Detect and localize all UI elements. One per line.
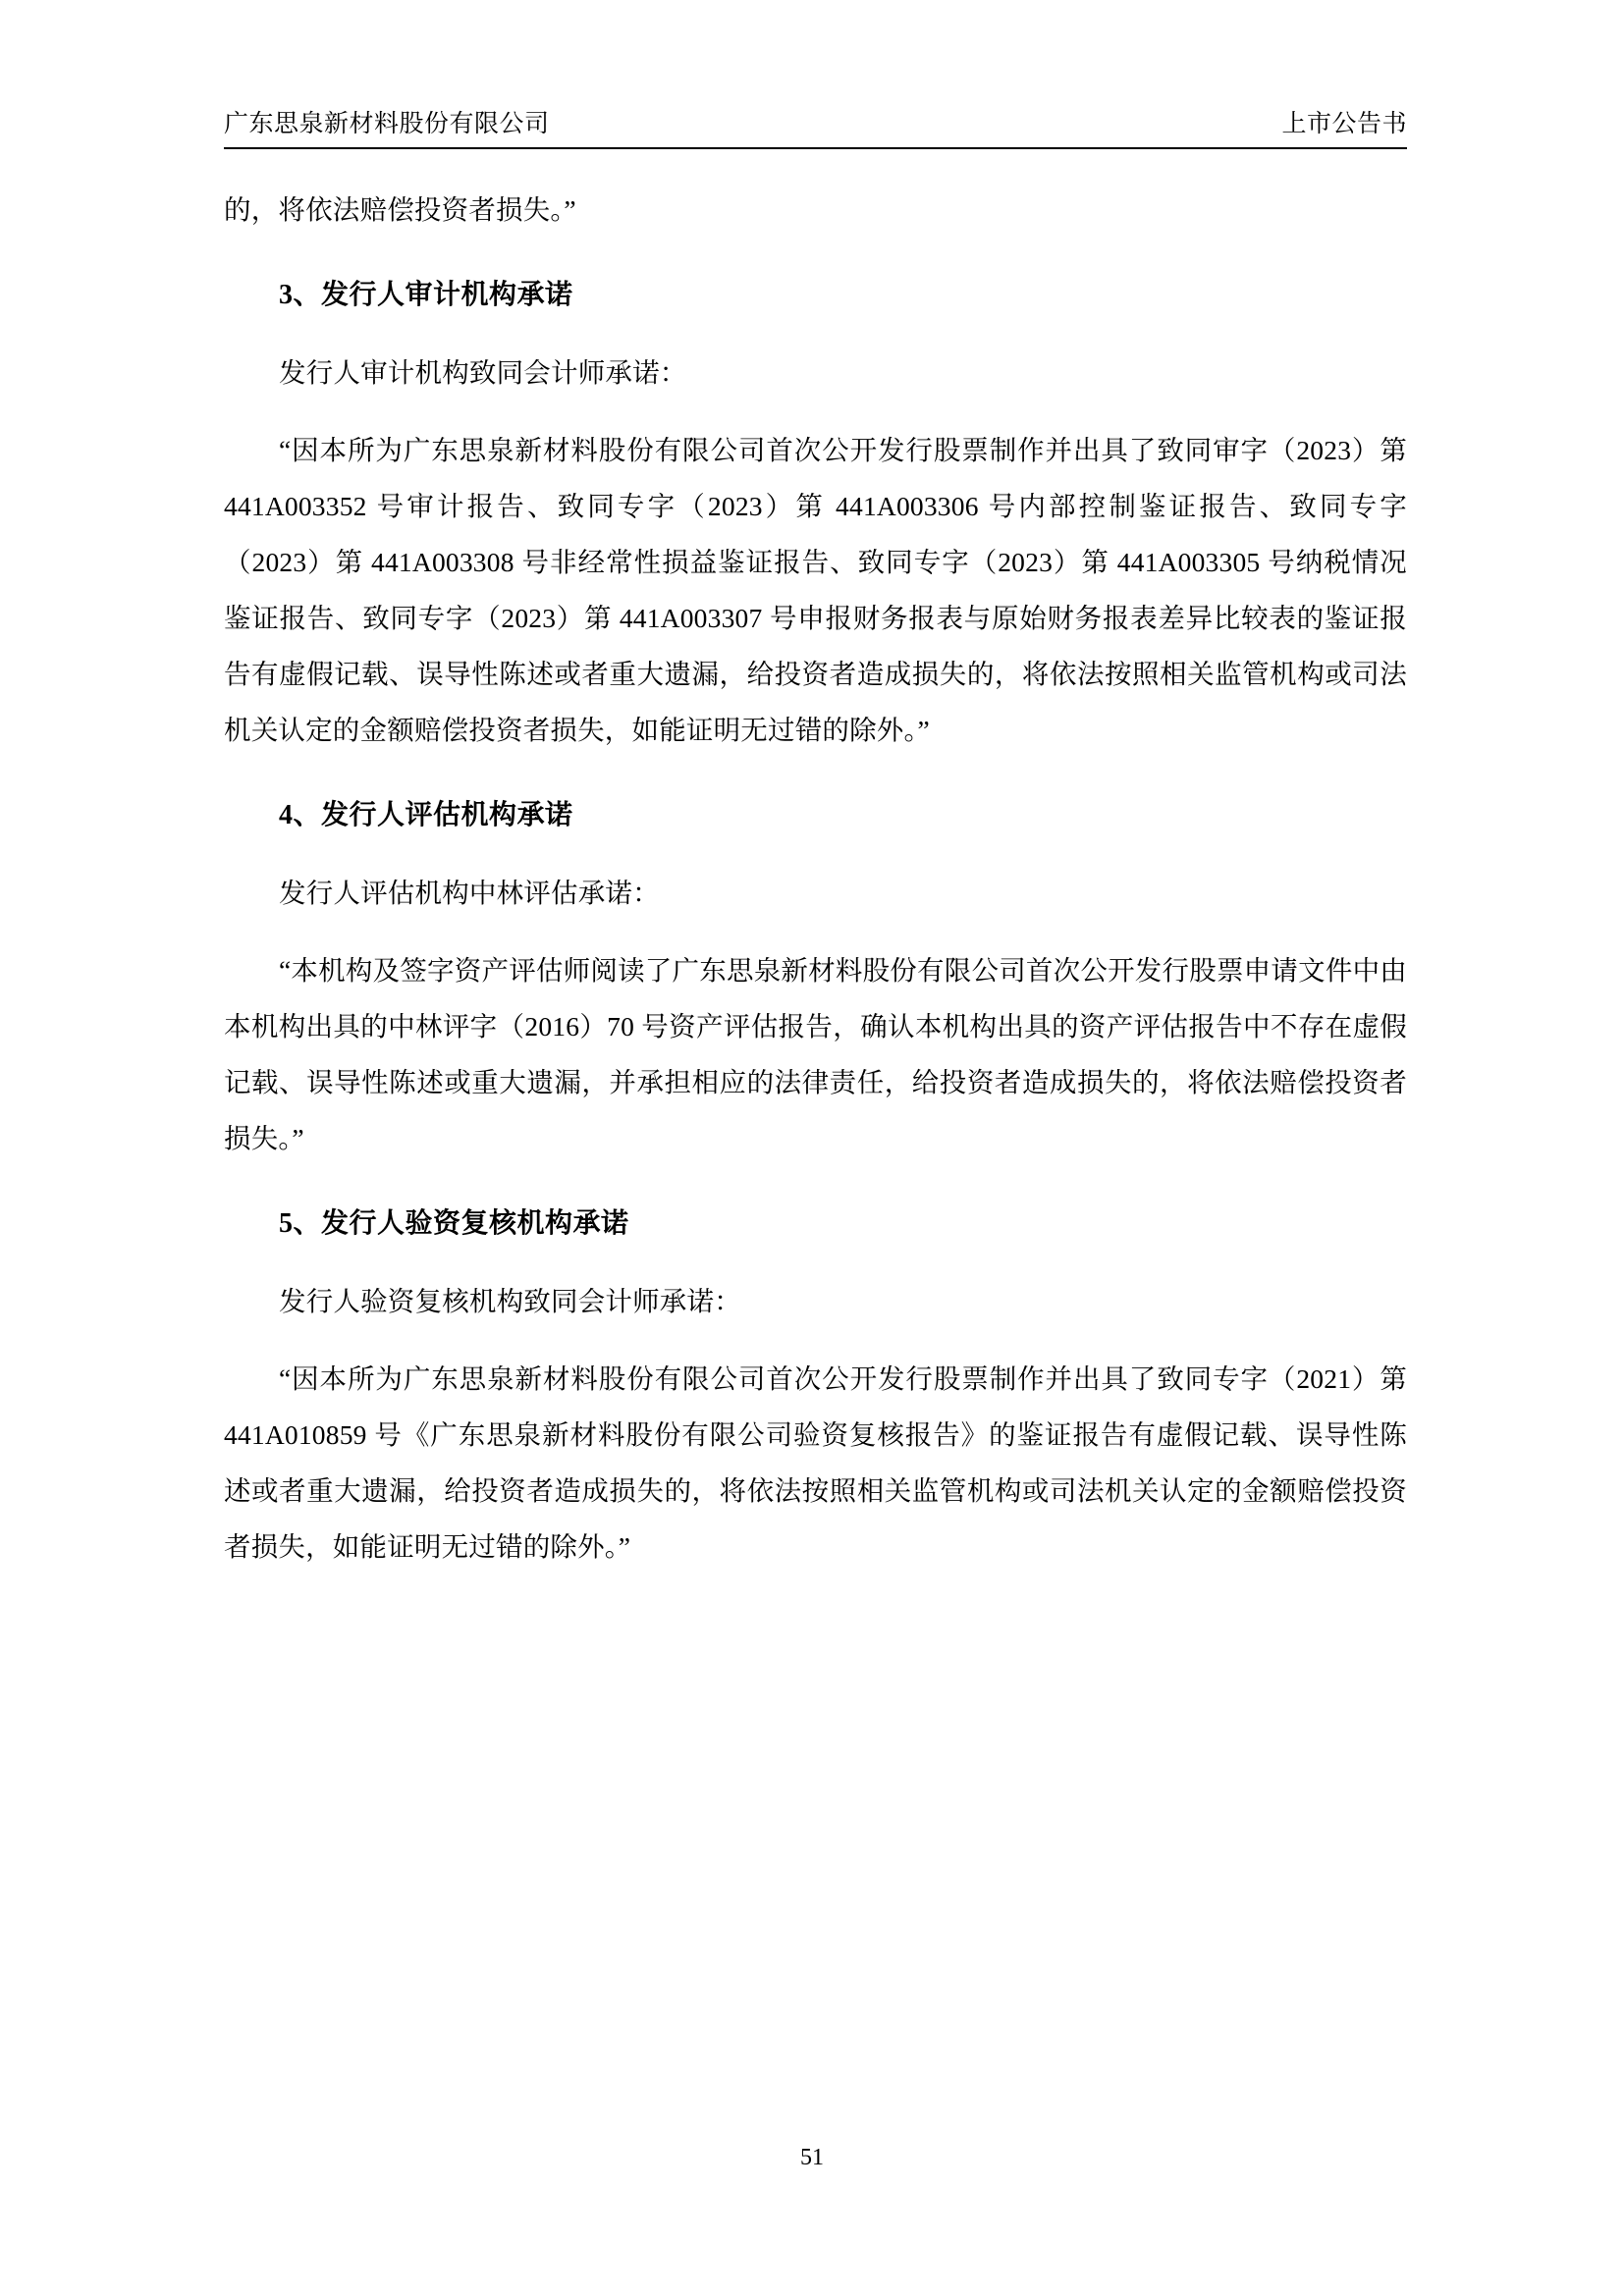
section-4-intro: 发行人评估机构中林评估承诺： xyxy=(279,878,660,908)
spacer xyxy=(224,921,1407,942)
header-divider xyxy=(224,147,1407,149)
section-5-intro: 发行人验资复核机构致同会计师承诺： xyxy=(279,1286,741,1316)
section-3-intro: 发行人审计机构致同会计师承诺： xyxy=(279,357,687,388)
spacer xyxy=(224,323,1407,345)
header-document-type: 上市公告书 xyxy=(1281,111,1407,137)
section-5-heading: 5、发行人验资复核机构承诺 xyxy=(279,1208,629,1239)
section-4-body: “本机构及签字资产评估师阅读了广东思泉新材料股份有限公司首次公开发行股票申请文件中由本机构出具的中林评字（2016）70 号资产评估报告，确认本机构出具的资产评估报告中不存在虚假记载、误导性陈述或重大遗漏，并承担相应的法律责任，给投资者造成损失的，将依法赔偿投资者损失。” xyxy=(224,955,1407,1153)
page-header xyxy=(224,104,1407,139)
spacer xyxy=(224,1329,1407,1351)
document-body xyxy=(224,182,1407,1575)
section-3-body: “因本所为广东思泉新材料股份有限公司首次公开发行股票制作并出具了致同审字（2023）第 441A003352 号审计报告、致同专字（2023）第 441A003306 号内部控制鉴证报告、致同专字（2023）第 441A003308 号非经常性损益鉴证报告、致同专字（2023）第 441A003305 号纳税情况鉴证报告、致同专字（2023）第 441A003307 号申报财务报表与原始财务报表差异比较表的鉴证报告有虚假记载、误导性陈述或者重大遗漏，给投资者造成损失的，将依法按照相关监管机构或司法机关认定的金额赔偿投资者损失，如能证明无过错的除外。” xyxy=(224,435,1407,745)
spacer xyxy=(224,1166,1407,1196)
section-4-heading: 4、发行人评估机构承诺 xyxy=(279,800,573,830)
section-5-body: “因本所为广东思泉新材料股份有限公司首次公开发行股票制作并出具了致同专字（2021）第 441A010859 号《广东思泉新材料股份有限公司验资复核报告》的鉴证报告有虚假记载、误导性陈述或者重大遗漏，给投资者造成损失的，将依法按照相关监管机构或司法机关认定的金额赔偿投资者损失，如能证明无过错的除外。” xyxy=(224,1363,1407,1562)
spacer xyxy=(224,1252,1407,1273)
continued-paragraph: 的，将依法赔偿投资者损失。” xyxy=(224,194,576,225)
header-company-name: 广东思泉新材料股份有限公司 xyxy=(224,111,550,137)
spacer xyxy=(224,843,1407,865)
spacer xyxy=(224,758,1407,787)
page-number: 51 xyxy=(800,2145,824,2170)
spacer xyxy=(224,238,1407,267)
spacer xyxy=(224,400,1407,422)
section-3-heading: 3、发行人审计机构承诺 xyxy=(279,280,573,310)
